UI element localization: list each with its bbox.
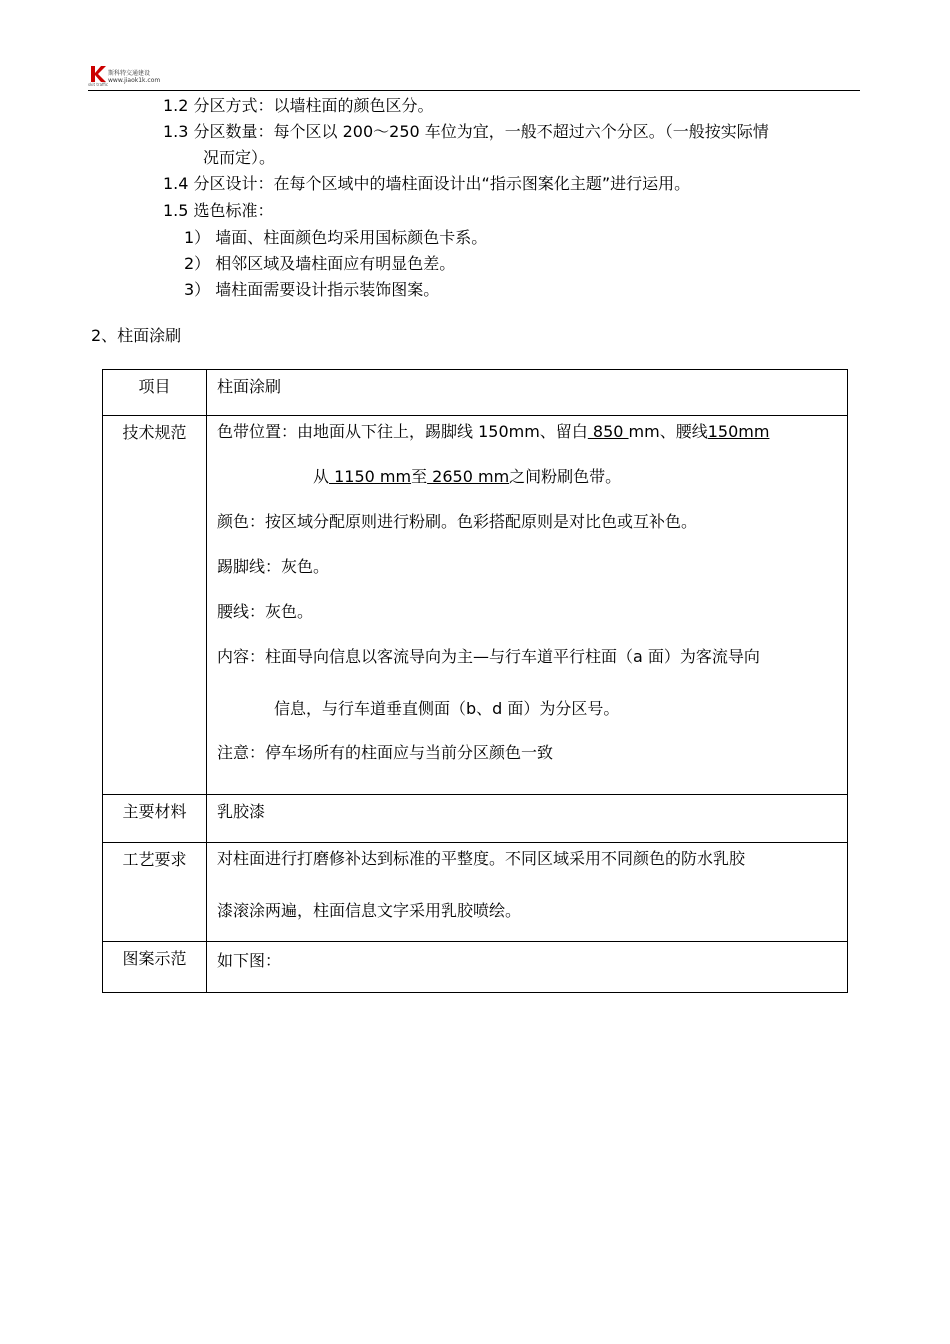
item-1-2: 1.2 分区方式：以墙柱面的颜色区分。 [163,96,434,115]
item-1-3-cont: 况而定）。 [203,148,276,167]
band-position-line: 色带位置：由地面从下往上，踢脚线 150mm、留白 850 mm、腰线150mm [217,422,770,441]
row-label-spec: 技术规范 [103,416,207,795]
content-line-1: 内容：柱面导向信息以客流导向为主—与行车道平行柱面（a 面）为客流导向 [217,647,760,666]
row-label-project: 项目 [103,370,207,416]
row-label-process: 工艺要求 [103,843,207,942]
row-value-material: 乳胶漆 [207,795,848,843]
logo-text: 斯科特交通建设 www.jiaok1k.com [108,70,161,84]
band-range-line: 从 1150 mm至 2650 mm之间粉刷色带。 [313,467,622,486]
logo-subtext: skit traffic [88,82,109,87]
row-label-pattern: 图案示范 [103,942,207,993]
sub-item-2: 2） 相邻区域及墙柱面应有明显色差。 [184,254,456,273]
table-row [103,370,848,416]
process-line-1: 对柱面进行打磨修补达到标准的平整度。不同区域采用不同颜色的防水乳胶 [217,849,746,868]
row-value-spec [207,416,848,795]
item-1-5: 1.5 选色标准： [163,201,274,220]
row-value-process [207,843,848,942]
sub-item-3: 3） 墙柱面需要设计指示装饰图案。 [184,280,440,299]
content-line-2: 信息，与行车道垂直侧面（b、d 面）为分区号。 [274,699,620,718]
row-value-pattern: 如下图： [207,942,848,993]
header-rule [88,90,860,91]
row-value-project: 柱面涂刷 [207,370,848,416]
note-line: 注意：停车场所有的柱面应与当前分区颜色一致 [217,743,554,762]
section-title: 2、柱面涂刷 [91,326,182,345]
table-row [103,795,848,843]
item-1-3: 1.3 分区数量：每个区以 200～250 车位为宜，一般不超过六个分区。（一般按实际情 [163,122,769,141]
table-row [103,942,848,993]
table-row [103,843,848,942]
waist-line: 腰线：灰色。 [217,602,314,621]
spec-table [102,369,848,993]
color-line: 颜色：按区域分配原则进行粉刷。色彩搭配原则是对比色或互补色。 [217,512,698,531]
logo-mark-icon [88,64,108,84]
table-row [103,416,848,795]
sub-item-1: 1） 墙面、柱面颜色均采用国标颜色卡系。 [184,228,488,247]
page-header [88,64,860,92]
company-logo [88,64,178,90]
item-1-4: 1.4 分区设计：在每个区域中的墙柱面设计出“指示图案化主题”进行运用。 [163,174,691,193]
process-line-2: 漆滚涂两遍，柱面信息文字采用乳胶喷绘。 [217,901,522,920]
row-label-material: 主要材料 [103,795,207,843]
kick-line: 踢脚线：灰色。 [217,557,330,576]
